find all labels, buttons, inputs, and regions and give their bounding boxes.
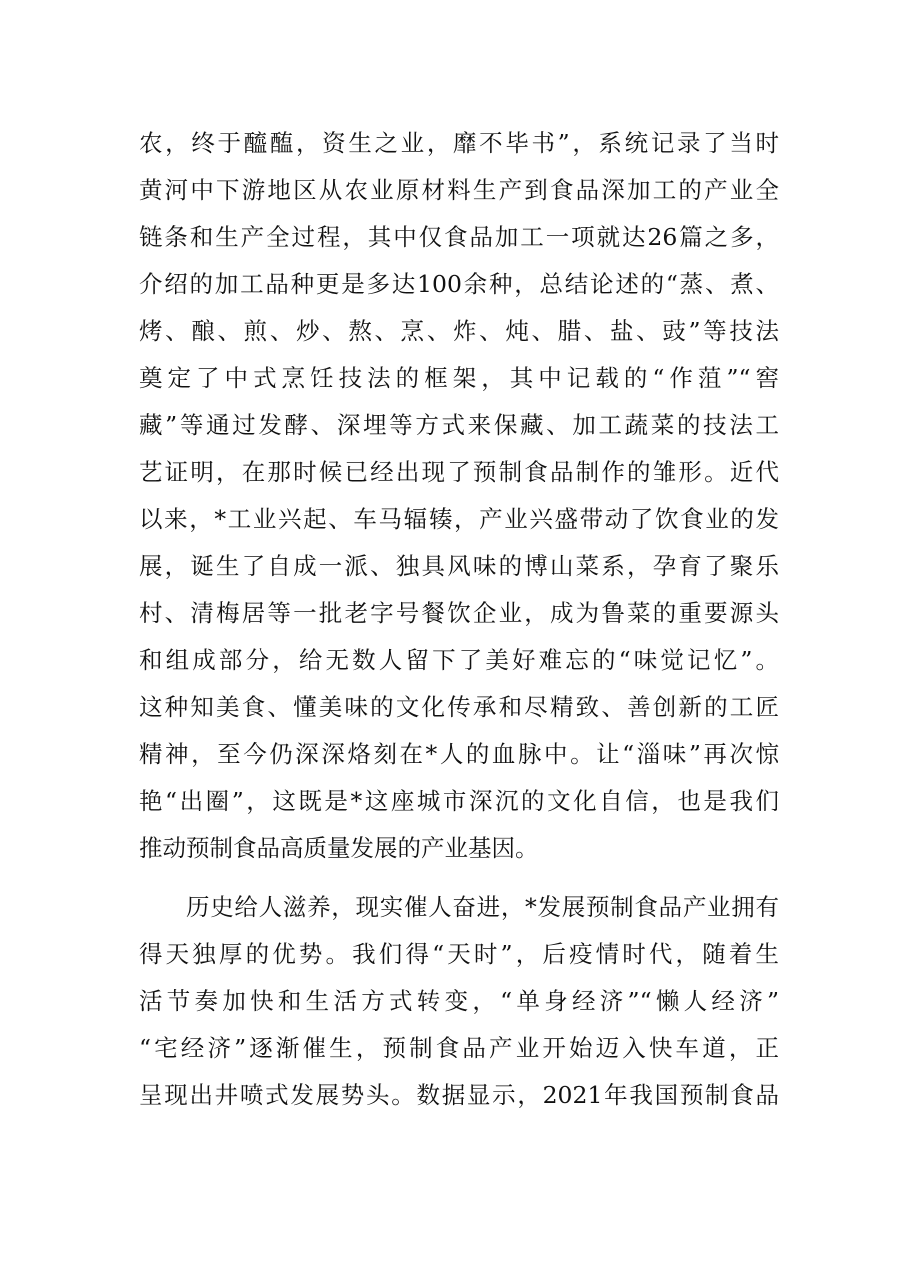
text-line: 和组成部分，给无数人留下了美好难忘的“味觉记忆”。 — [139, 646, 779, 674]
text-line: 以来，*工业兴起、车马辐辏，产业兴盛带动了饮食业的发 — [139, 505, 779, 533]
text-line: 农，终于醯醢，资生之业，靡不毕书”，系统记录了当时 — [139, 129, 779, 157]
text-line: 推动预制食品高质量发展的产业基因。 — [139, 834, 539, 862]
paragraph-2 — [139, 884, 779, 1119]
text-line: 奠定了中式烹饪技法的框架，其中记载的“作菹”“窖 — [139, 364, 779, 392]
text-line: 藏”等通过发酵、深埋等方式来保藏、加工蔬菜的技法工 — [139, 411, 779, 439]
text-line: 村、清梅居等一批老字号餐饮企业，成为鲁菜的重要源头 — [139, 599, 779, 627]
text-line: 链条和生产全过程，其中仅食品加工一项就达26篇之多， — [139, 223, 779, 251]
text-line: 历史给人滋养，现实催人奋进，*发展预制食品产业拥有 — [186, 893, 779, 921]
text-line: 黄河中下游地区从农业原材料生产到食品深加工的产业全 — [139, 176, 779, 204]
text-line: “宅经济”逐渐催生，预制食品产业开始迈入快车道，正 — [139, 1034, 779, 1062]
text-line: 精神，至今仍深深烙刻在*人的血脉中。让“淄味”再次惊 — [139, 740, 779, 768]
text-line: 艺证明，在那时候已经出现了预制食品制作的雏形。近代 — [139, 458, 779, 486]
paragraph-1 — [139, 120, 779, 872]
text-line: 呈现出井喷式发展势头。数据显示，2021年我国预制食品 — [139, 1081, 779, 1109]
text-line: 艳“出圈”，这既是*这座城市深沉的文化自信，也是我们 — [139, 787, 779, 815]
text-line: 介绍的加工品种更是多达100余种，总结论述的“蒸、煮、 — [139, 270, 779, 298]
text-line: 烤、酿、煎、炒、熬、烹、炸、炖、腊、盐、豉”等技法 — [139, 317, 779, 345]
text-line: 活节奏加快和生活方式转变，“单身经济”“懒人经济” — [139, 987, 779, 1015]
text-line: 得天独厚的优势。我们得“天时”，后疫情时代，随着生 — [139, 940, 779, 968]
text-line: 这种知美食、懂美味的文化传承和尽精致、善创新的工匠 — [139, 693, 779, 721]
text-line: 展，诞生了自成一派、独具风味的博山菜系，孕育了聚乐 — [139, 552, 779, 580]
